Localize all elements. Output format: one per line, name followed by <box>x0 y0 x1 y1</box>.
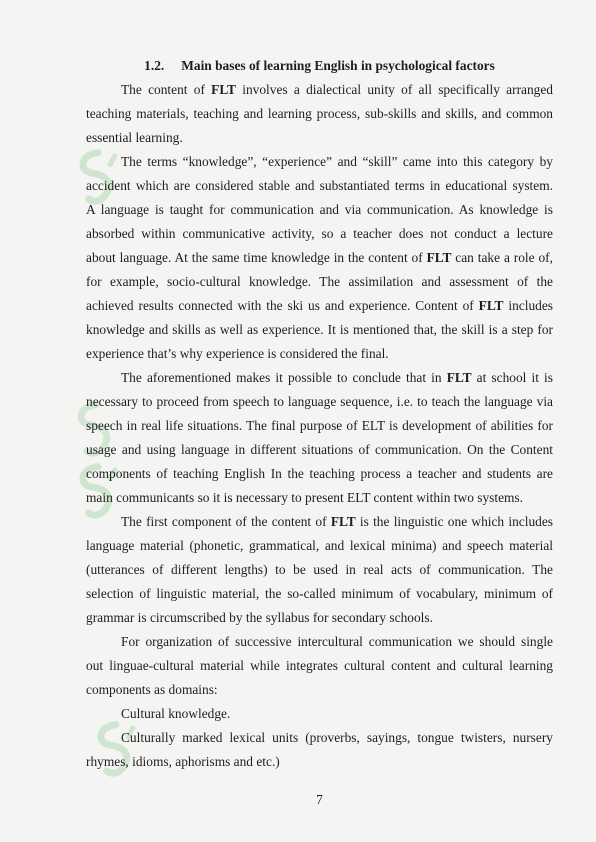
paragraph <box>86 150 553 366</box>
text-line <box>86 750 553 774</box>
bold-term: FLT <box>330 514 356 529</box>
text-line <box>86 174 553 198</box>
text-run: language material (phonetic, grammatical, and lexical minima) and speech material <box>86 538 553 553</box>
text-run: The content of <box>121 82 212 97</box>
text-run: absorbed within communicative activity, so a teacher does not conduct a lecture <box>86 226 553 241</box>
paragraph <box>86 78 553 150</box>
text-line <box>86 150 553 174</box>
text-run: A language is taught for communication and via communication. As knowledge is <box>86 202 553 217</box>
paragraph <box>86 510 553 630</box>
body-text <box>86 78 553 774</box>
text-line <box>86 582 553 606</box>
text-line <box>86 534 553 558</box>
text-line <box>86 558 553 582</box>
text-line <box>86 366 553 390</box>
text-run: speech in real life situations. The final purpose of ELT is development of abilities for <box>86 418 553 433</box>
section-title: Main bases of learning English in psychological factors <box>181 58 495 73</box>
text-run: (utterances of different lengths) to be used in real acts of communication. The <box>86 562 553 577</box>
paragraph <box>86 702 553 726</box>
text-line <box>86 726 553 750</box>
text-run: rhymes, idioms, aphorisms and etc.) <box>86 754 280 769</box>
text-line <box>86 702 553 726</box>
section-number: 1.2. <box>144 58 165 73</box>
text-line <box>86 102 553 126</box>
text-run: can take a role of, <box>451 250 553 265</box>
text-run: is the linguistic one which includes <box>355 514 554 529</box>
text-line <box>86 270 553 294</box>
text-run: achieved results connected with the ski us and experience. Content of <box>86 298 479 313</box>
text-run: essential learning. <box>86 130 183 145</box>
text-line <box>86 222 553 246</box>
text-run: The aforementioned makes it possible to conclude that in <box>121 370 447 385</box>
bold-term: FLT <box>446 370 472 385</box>
page-number: 7 <box>316 792 323 807</box>
text-run: teaching materials, teaching and learning process, sub-skills and skills, and common <box>86 106 553 121</box>
text-line <box>86 414 553 438</box>
text-run: selection of linguistic material, the so-called minimum of vocabulary, minimum of <box>86 586 553 601</box>
text-line <box>86 246 553 270</box>
text-run: out linguae-cultural material while integrates cultural content and cultural learning <box>86 658 553 673</box>
text-run: main communicants so it is necessary to present ELT content within two systems. <box>86 490 523 505</box>
text-line <box>86 390 553 414</box>
text-line <box>86 486 553 510</box>
text-line <box>86 510 553 534</box>
text-line <box>86 294 553 318</box>
text-line <box>86 78 553 102</box>
text-run: grammar is circumscribed by the syllabus for secondary schools. <box>86 610 433 625</box>
text-run: at school it is <box>471 370 553 385</box>
text-line <box>86 678 553 702</box>
text-line <box>86 438 553 462</box>
text-run: The terms “knowledge”, “experience” and “skill” came into this category by <box>121 154 553 169</box>
text-line <box>86 342 553 366</box>
text-line <box>86 198 553 222</box>
text-run: components of teaching English In the teaching process a teacher and students are <box>86 466 553 481</box>
paragraph <box>86 366 553 510</box>
text-run: For organization of successive intercultural communication we should single <box>121 634 553 649</box>
text-line <box>86 462 553 486</box>
text-run: Culturally marked lexical units (proverbs, sayings, tongue twisters, nursery <box>121 730 553 745</box>
text-run: necessary to proceed from speech to language sequence, i.e. to teach the language via <box>86 394 553 409</box>
text-run: for example, socio-cultural knowledge. The assimilation and assessment of the <box>86 274 553 289</box>
text-run: Cultural knowledge. <box>121 706 231 721</box>
bold-term: FLT <box>478 298 504 313</box>
text-line <box>86 654 553 678</box>
text-line <box>86 318 553 342</box>
paragraph <box>86 726 553 774</box>
text-run: accident which are considered stable and substantiated terms in educational system. <box>86 178 553 193</box>
text-run: components as domains: <box>86 682 218 697</box>
text-run: about language. At the same time knowledge in the content of <box>86 250 427 265</box>
bold-term: FLT <box>211 82 236 97</box>
bold-term: FLT <box>426 250 452 265</box>
text-line <box>86 606 553 630</box>
text-line <box>86 126 553 150</box>
text-run: The first component of the content of <box>121 514 331 529</box>
text-run: involves a dialectical unity of all specifically arranged <box>235 82 553 97</box>
text-run: usage and using language in different situations of communication. On the Content <box>86 442 553 457</box>
text-run: includes <box>503 298 553 313</box>
section-heading <box>86 54 553 78</box>
text-run: experience that’s why experience is considered the final. <box>86 346 389 361</box>
text-line <box>86 630 553 654</box>
text-run: knowledge and skills as well as experience. It is mentioned that, the skill is a step for <box>86 322 553 337</box>
paragraph <box>86 630 553 702</box>
